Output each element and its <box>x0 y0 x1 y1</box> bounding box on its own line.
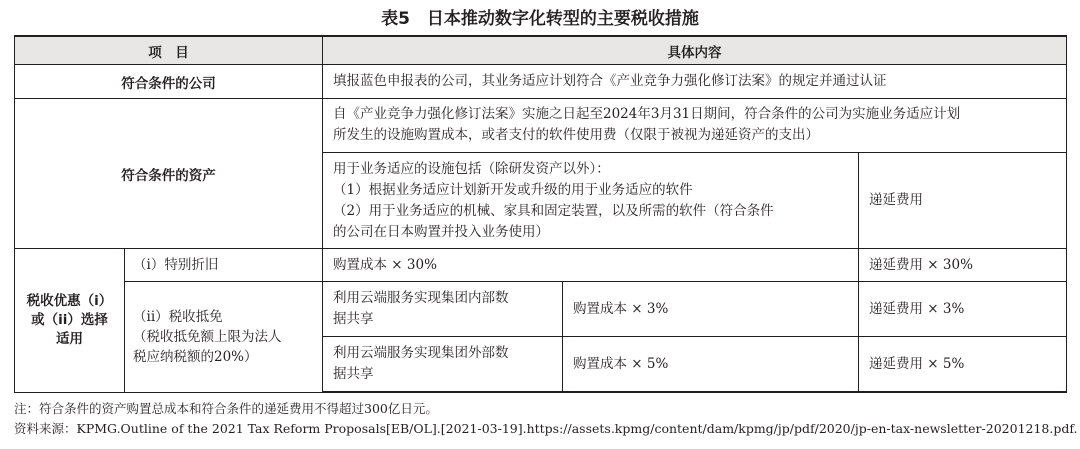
credit-external-cost: 购置成本 × 5% <box>563 337 859 392</box>
notes-section <box>14 399 1078 439</box>
credit-internal-desc: 利用云端服务实现集团内部数 据共享 <box>323 281 563 336</box>
assets-content-2: 用于业务适应的设施包括（除研发资产以外）： （1）根据业务适应计划新开发或升级的用于业务适应的软件 （2）用于业务适应的机械、家具和固定装置，以及所需的软件（符合条件 的公司在日本购置并投入业务使用） <box>323 153 859 249</box>
table-title: 表5 日本推动数字化转型的主要税收措施 <box>381 9 699 29</box>
credit-external-desc: 利用云端服务实现集团外部数 据共享 <box>323 337 563 392</box>
note-text: 注：符合条件的资产购置总成本和符合条件的递延费用不得超过300亿日元。 <box>14 401 438 416</box>
credit-external-deferred: 递延费用 × 5% <box>859 337 1067 392</box>
source-text: 资料来源：KPMG.Outline of the 2021 Tax Reform Proposals[EB/OL].[2021-03-19].https://assets.kpmg/content/dam/kpmg/jp/pdf/2020/jp-en-tax-newsletter-20201218.pdf. <box>14 421 1078 436</box>
assets-row-1 <box>15 98 1067 152</box>
credit-internal-deferred: 递延费用 × 3% <box>859 281 1067 336</box>
assets-deferred: 递延费用 <box>859 153 1067 249</box>
incentive-label: 税收优惠（i） 或（ii）选择 适用 <box>15 249 125 392</box>
header-row <box>15 36 1067 65</box>
assets-content-1: 自《产业竞争力强化修订法案》实施之日起至2024年3月31日期间，符合条件的公司为实施业务适应计划 所发生的设施购置成本，或者支付的软件使用费（仅限于被视为递延资产的支出） <box>323 98 1067 152</box>
header-content: 具体内容 <box>323 36 1067 65</box>
assets-label: 符合条件的资产 <box>15 98 323 248</box>
depreciation-row <box>15 249 1067 282</box>
option2-label: （ii）税收抵免 （税收抵免额上限为法人 税应纳税额的20%） <box>125 281 323 392</box>
company-label: 符合条件的公司 <box>15 65 323 99</box>
credit-internal-row <box>15 281 1067 336</box>
company-row <box>15 65 1067 99</box>
header-item: 项 目 <box>15 36 323 65</box>
tax-measures-table <box>14 35 1067 393</box>
option1-content: 购置成本 × 30% <box>323 249 859 282</box>
credit-internal-cost: 购置成本 × 3% <box>563 281 859 336</box>
option1-label: （i）特别折旧 <box>125 249 323 282</box>
company-content: 填报蓝色申报表的公司，其业务适应计划符合《产业竞争力强化修订法案》的规定并通过认证 <box>323 65 1067 99</box>
option1-deferred: 递延费用 × 30% <box>859 249 1067 282</box>
